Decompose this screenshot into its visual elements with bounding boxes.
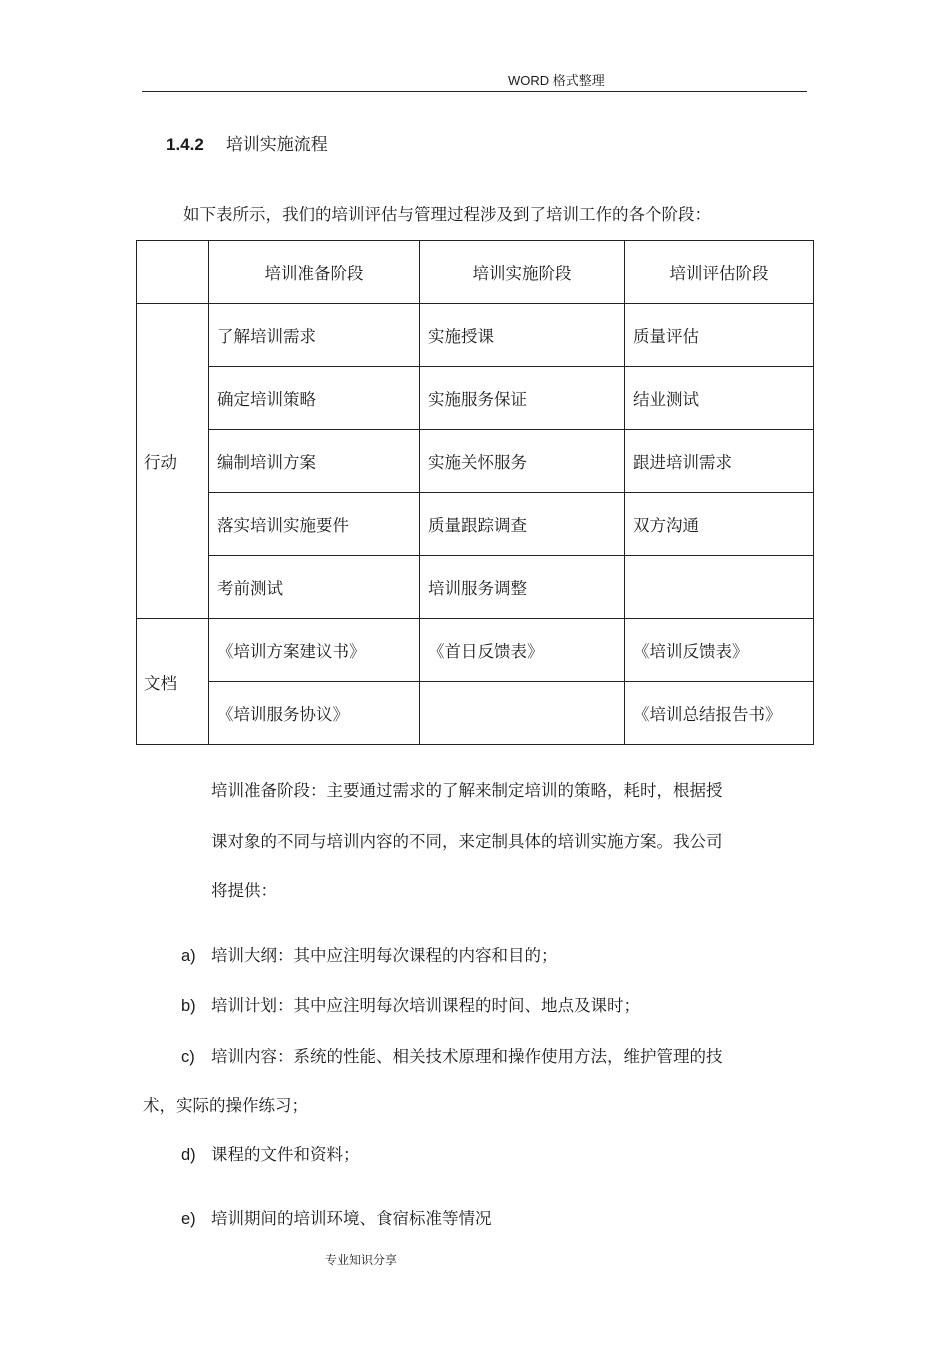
table-row: [137, 430, 814, 493]
table-header-cell: [137, 241, 209, 304]
table-header-cell: 培训实施阶段: [420, 241, 625, 304]
list-item-continuation: 术，实际的操作练习；: [143, 1096, 308, 1115]
list-item: [181, 1205, 492, 1229]
table-row: [137, 367, 814, 430]
table-cell: 《培训反馈表》: [625, 619, 814, 682]
table-row: [137, 304, 814, 367]
page-footer: 专业知识分享: [325, 1253, 398, 1267]
section-heading: [166, 130, 328, 155]
table-cell: 考前测试: [209, 556, 420, 619]
table-cell: 实施关怀服务: [420, 430, 625, 493]
table-row: [137, 493, 814, 556]
table-cell: 确定培训策略: [209, 367, 420, 430]
list-item: [181, 1141, 360, 1165]
table-cell: 实施服务保证: [420, 367, 625, 430]
table-cell: 《培训服务协议》: [209, 682, 420, 745]
header-rule: [142, 91, 807, 92]
list-item-text: 课程的文件和资料；: [211, 1145, 360, 1164]
table-cell: 落实培训实施要件: [209, 493, 420, 556]
list-item: [181, 992, 640, 1016]
table-row: [137, 682, 814, 745]
list-marker: c): [181, 1048, 195, 1066]
table-cell: 《培训总结报告书》: [625, 682, 814, 745]
table-cell: 培训服务调整: [420, 556, 625, 619]
table-cell: 编制培训方案: [209, 430, 420, 493]
table-cell: 实施授课: [420, 304, 625, 367]
paragraph-line: 将提供：: [211, 881, 277, 900]
table-cell: 了解培训需求: [209, 304, 420, 367]
table-row: [137, 619, 814, 682]
paragraph-line: 课对象的不同与培训内容的不同，来定制具体的培训实施方案。我公司: [211, 832, 723, 851]
table-cell: 《首日反馈表》: [420, 619, 625, 682]
table-cell: 质量评估: [625, 304, 814, 367]
table-cell: 质量跟踪调查: [420, 493, 625, 556]
table-header-cell: 培训准备阶段: [209, 241, 420, 304]
intro-text: 如下表所示，我们的培训评估与管理过程涉及到了培训工作的各个阶段：: [183, 205, 711, 224]
list-marker: b): [181, 997, 196, 1015]
table-header-cell: 培训评估阶段: [625, 241, 814, 304]
paragraph-line: 培训准备阶段：主要通过需求的了解来制定培训的策略，耗时，根据授: [211, 781, 723, 800]
list-item-text: 培训内容：系统的性能、相关技术原理和操作使用方法，维护管理的技: [211, 1047, 723, 1066]
table-cell: 结业测试: [625, 367, 814, 430]
list-marker: e): [181, 1210, 196, 1228]
table-cell: 跟进培训需求: [625, 430, 814, 493]
list-marker: d): [181, 1146, 196, 1164]
row-group-label: 行动: [137, 304, 209, 619]
table-cell: [625, 556, 814, 619]
section-title: 培训实施流程: [225, 135, 328, 155]
list-item-text: 培训期间的培训环境、食宿标准等情况: [211, 1209, 492, 1228]
list-marker: a): [181, 947, 196, 965]
row-group-label: 文档: [137, 619, 209, 745]
section-number: 1.4.2: [166, 135, 204, 154]
list-item: [181, 942, 558, 966]
table-cell: [420, 682, 625, 745]
table-cell: 《培训方案建议书》: [209, 619, 420, 682]
list-item: [181, 1043, 723, 1067]
table-cell: 双方沟通: [625, 493, 814, 556]
page-header: WORD 格式整理: [508, 73, 605, 88]
training-stages-table: [136, 240, 814, 745]
list-item-text: 培训计划：其中应注明每次培训课程的时间、地点及课时；: [211, 996, 640, 1015]
list-item-text: 培训大纲：其中应注明每次课程的内容和目的；: [211, 946, 558, 965]
table-header-row: [137, 241, 814, 304]
table-row: [137, 556, 814, 619]
